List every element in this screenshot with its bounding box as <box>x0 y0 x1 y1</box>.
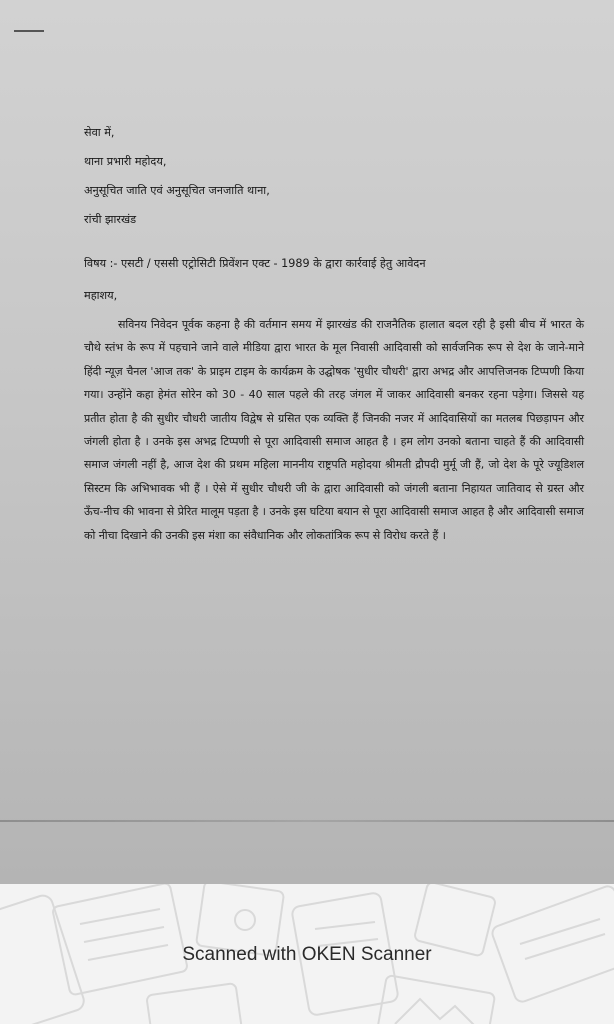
scanner-watermark: Scanned with OKEN Scanner <box>182 944 432 965</box>
scanner-footer <box>0 884 614 1024</box>
recipient-line-2: थाना प्रभारी महोदय, <box>84 155 167 168</box>
letter-paragraph: सविनय निवेदन पूर्वक कहना है की वर्तमान समय में झारखंड की राजनैतिक हालात बदल रही है इसी बीच में भारत के चौथे स्तंभ के रूप में पहचाने जाने वाले मीडिया द्वारा भारत के मूल निवासी आदिवासी को सार्वजनिक रूप से देश के जाने-माने हिंदी न्यूज़ चैनल 'आज तक' के प्राइम टाइम के कार्यक्रम के उद्घोषक 'सुधीर चौधरी' द्वारा अभद्र और आपत्तिजनक टिप्पणी किया गया। उन्होंने कहा हेमंत सोरेन को 30 - 40 साल पहले की तरह जंगल में जाकर आदिवासी बनकर रहना पड़ेगा। जिससे यह प्रतीत होता है की सुधीर चौधरी जातीय विद्वेष से ग्रसित एक व्यक्ति हैं जिनकी नजर में आदिवासियों का मतलब पिछड़ापन और जंगली होता है । उनके इस अभद्र टिप्पणी से पूरा आदिवासी समाज आहत है । हम लोग उनको बताना चाहते हैं की आदिवासी समाज जंगली नहीं है, आज देश की प्रथम महिला माननीय राष्ट्रपति महोदया श्रीमती द्रौपदी मुर्मू जी हैं, जो देश के पूरे ज्यूडिशल सिस्टम कि अभिभावक भी हैं । ऐसे में सुधीर चौधरी जी के द्वारा आदिवासी को जंगली बताना निहायत जातिवाद से ग्रस्त और ऊँच-नीच की भावना से प्रेरित मालूम पड़ता है । उनके इस घटिया बयान से पूरा आदिवासी समाज आहत है और आदिवासी समाज को नीचा दिखाने की उनकी इस मंशा का संवैधानिक और लोकतांत्रिक रूप से विरोध करते हैं । <box>84 318 584 542</box>
page-fold-line <box>0 820 614 822</box>
subject-line: विषय :- एसटी / एससी एट्रोसिटी प्रिवेंशन एक्ट - 1989 के द्वारा कार्रवाई हेतु आवेदन <box>84 257 426 270</box>
salutation: महाशय, <box>84 289 118 302</box>
letter-body <box>84 126 584 547</box>
corner-mark <box>14 30 44 32</box>
recipient-line-4: रांची झारखंड <box>84 213 137 226</box>
recipient-line-3: अनुसूचित जाति एवं अनुसूचित जनजाति थाना, <box>84 184 270 197</box>
recipient-line-1: सेवा में, <box>84 126 115 139</box>
